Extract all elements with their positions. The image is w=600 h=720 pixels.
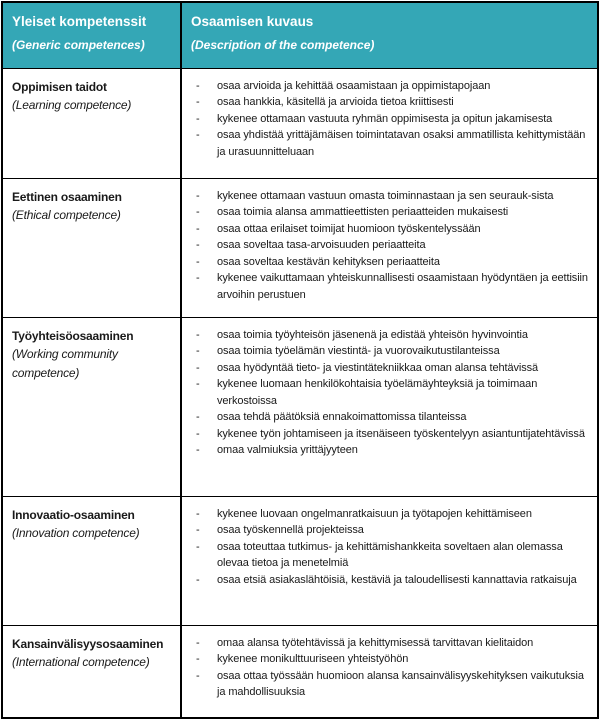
list-item-text: omaa alansa työtehtävissä ja kehittymisessä tarvittavan kielitaidon bbox=[217, 636, 534, 649]
header-cell-generic-competences bbox=[2, 2, 181, 68]
competence-description-cell bbox=[181, 496, 598, 625]
bullet-dash: - bbox=[196, 540, 200, 553]
competence-name-cell bbox=[2, 496, 181, 625]
table-row-working-community-competence bbox=[2, 317, 598, 496]
bullet-dash: - bbox=[196, 636, 200, 649]
list-item bbox=[196, 506, 589, 523]
list-item-text: kykenee luomaan henkilökohtaisia työelämäyhteyksiä ja toimimaan verkostoissa bbox=[217, 378, 538, 407]
list-item bbox=[196, 426, 589, 443]
list-item bbox=[196, 270, 589, 303]
bullet-dash: - bbox=[196, 239, 200, 251]
list-item-text: osaa soveltaa tasa-arvoisuuden periaatteita bbox=[217, 239, 426, 251]
list-item bbox=[196, 376, 589, 409]
header-cell-description bbox=[181, 2, 598, 68]
list-item bbox=[196, 221, 589, 238]
list-item-text: osaa toimia työelämän viestintä- ja vuorovaikutustilanteissa bbox=[217, 345, 500, 357]
list-item-text: kykenee vaikuttamaan yhteiskunnallisesti osaamistaan hyödyntäen ja eettisiin arvoihin perustuen bbox=[217, 272, 588, 301]
header-subtitle-en: (Generic competences) bbox=[12, 37, 145, 52]
list-item bbox=[196, 327, 589, 344]
competence-description-cell bbox=[181, 317, 598, 496]
list-item-text: osaa toteuttaa tutkimus- ja kehittämishankkeita soveltaen alan olemassa olevaa tietoa ja menetelmiä bbox=[217, 540, 563, 569]
bullet-dash: - bbox=[196, 653, 200, 665]
list-item bbox=[196, 111, 589, 128]
bullet-list bbox=[182, 188, 591, 304]
list-item-text: kykenee ottamaan vastuuta ryhmän oppimisesta ja opitun jakamisesta bbox=[217, 112, 553, 125]
bullet-dash: - bbox=[196, 378, 200, 390]
competence-name-cell bbox=[2, 625, 181, 718]
bullet-dash: - bbox=[196, 79, 200, 92]
bullet-dash: - bbox=[196, 345, 200, 357]
bullet-dash: - bbox=[196, 189, 200, 202]
bullet-dash: - bbox=[196, 96, 200, 108]
list-item bbox=[196, 127, 589, 160]
bullet-dash: - bbox=[196, 272, 200, 284]
list-item-text: osaa toimia alansa ammattieettisten periaatteiden mukaisesti bbox=[217, 206, 509, 218]
competence-description-cell bbox=[181, 625, 598, 718]
competence-title: Eettinen osaaminen bbox=[12, 189, 122, 204]
competence-title: Työyhteisöosaaminen bbox=[12, 328, 134, 343]
list-item bbox=[196, 668, 589, 701]
list-item-text: osaa ottaa erilaiset toimijat huomioon työskentelyssään bbox=[217, 222, 481, 235]
list-item bbox=[196, 651, 589, 668]
bullet-dash: - bbox=[196, 361, 200, 374]
competence-translation: (Ethical competence) bbox=[12, 208, 121, 223]
list-item-text: omaa valmiuksia yrittäjyyteen bbox=[217, 444, 358, 456]
list-item-text: kykenee ottamaan vastuun omasta toiminnastaan ja sen seurauk-sista bbox=[217, 189, 554, 202]
bullet-dash: - bbox=[196, 411, 200, 423]
bullet-dash: - bbox=[196, 573, 200, 586]
table-row-international-competence bbox=[2, 625, 598, 718]
list-item-text: osaa tehdä päätöksiä ennakoimattomissa tilanteissa bbox=[217, 411, 467, 423]
header-title-fi: Yleiset kompetenssit bbox=[12, 14, 147, 29]
list-item bbox=[196, 522, 589, 539]
competence-title: Oppimisen taidot bbox=[12, 79, 107, 94]
competence-translation: (Learning competence) bbox=[12, 98, 132, 113]
list-item-text: osaa etsiä asiakaslähtöisiä, kestäviä ja taloudellisesti kannattavia ratkaisuja bbox=[217, 573, 577, 586]
competence-name-cell bbox=[2, 68, 181, 178]
list-item-text: osaa hankkia, käsitellä ja arvioida tietoa kriittisesti bbox=[217, 96, 454, 108]
bullet-dash: - bbox=[196, 129, 200, 141]
bullet-dash: - bbox=[196, 112, 200, 125]
table-row-innovation-competence bbox=[2, 496, 598, 625]
bullet-list bbox=[182, 327, 591, 459]
competence-title: Innovaatio-osaaminen bbox=[12, 507, 135, 522]
bullet-dash: - bbox=[196, 524, 200, 536]
bullet-dash: - bbox=[196, 206, 200, 218]
competence-translation: (International competence) bbox=[12, 655, 150, 670]
bullet-list bbox=[182, 78, 591, 161]
list-item-text: osaa hyödyntää tieto- ja viestintätekniikkaa oman alansa tehtävissä bbox=[217, 361, 539, 374]
list-item-text: kykenee luovaan ongelmanratkaisuun ja työtapojen kehittämiseen bbox=[217, 507, 532, 520]
table-row-learning-competence bbox=[2, 68, 598, 178]
list-item bbox=[196, 94, 589, 111]
list-item-text: osaa työskennellä projekteissa bbox=[217, 524, 364, 536]
list-item-text: osaa ottaa työssään huomioon alansa kansainvälisyyskehityksen vaikutuksia ja mahdollisuuksia bbox=[217, 669, 584, 698]
list-item-text: kykenee työn johtamiseen ja itsenäiseen työskentelyyn asiantuntijatehtävissä bbox=[217, 427, 585, 440]
list-item bbox=[196, 572, 589, 589]
list-item bbox=[196, 343, 589, 360]
list-item-text: osaa toimia työyhteisön jäsenenä ja edistää yhteisön hyvinvointia bbox=[217, 328, 528, 341]
bullet-dash: - bbox=[196, 444, 200, 456]
list-item-text: osaa arvioida ja kehittää osaamistaan ja oppimistapojaan bbox=[217, 79, 491, 92]
bullet-dash: - bbox=[196, 427, 200, 440]
competences-table bbox=[1, 1, 599, 719]
list-item-text: osaa yhdistää yrittäjämäisen toimintatavan osaksi ammatillista kehittymistään ja urasuunnitteluaan bbox=[217, 129, 586, 158]
table-header-row bbox=[2, 2, 598, 68]
list-item bbox=[196, 254, 589, 271]
competence-description-cell bbox=[181, 68, 598, 178]
bullet-dash: - bbox=[196, 507, 200, 520]
list-item-text: kykenee monikulttuuriseen yhteistyöhön bbox=[217, 653, 409, 665]
bullet-list bbox=[182, 635, 591, 701]
list-item bbox=[196, 360, 589, 377]
competence-translation: (Innovation competence) bbox=[12, 526, 140, 541]
list-item bbox=[196, 78, 589, 95]
bullet-dash: - bbox=[196, 328, 200, 341]
list-item-text: osaa soveltaa kestävän kehityksen periaatteita bbox=[217, 255, 440, 268]
competence-description-cell bbox=[181, 178, 598, 317]
list-item bbox=[196, 635, 589, 652]
list-item bbox=[196, 409, 589, 426]
table-row-ethical-competence bbox=[2, 178, 598, 317]
header-title-fi: Osaamisen kuvaus bbox=[191, 14, 314, 29]
header-subtitle-en: (Description of the competence) bbox=[191, 37, 375, 52]
list-item bbox=[196, 204, 589, 221]
competence-translation: (Working community competence) bbox=[12, 347, 118, 380]
list-item bbox=[196, 442, 589, 459]
bullet-dash: - bbox=[196, 222, 200, 235]
bullet-dash: - bbox=[196, 255, 200, 268]
list-item bbox=[196, 237, 589, 254]
competence-name-cell bbox=[2, 178, 181, 317]
list-item bbox=[196, 188, 589, 205]
competence-title: Kansainvälisyysosaaminen bbox=[12, 636, 164, 651]
bullet-list bbox=[182, 506, 591, 589]
bullet-dash: - bbox=[196, 669, 200, 682]
competence-name-cell bbox=[2, 317, 181, 496]
list-item bbox=[196, 539, 589, 572]
